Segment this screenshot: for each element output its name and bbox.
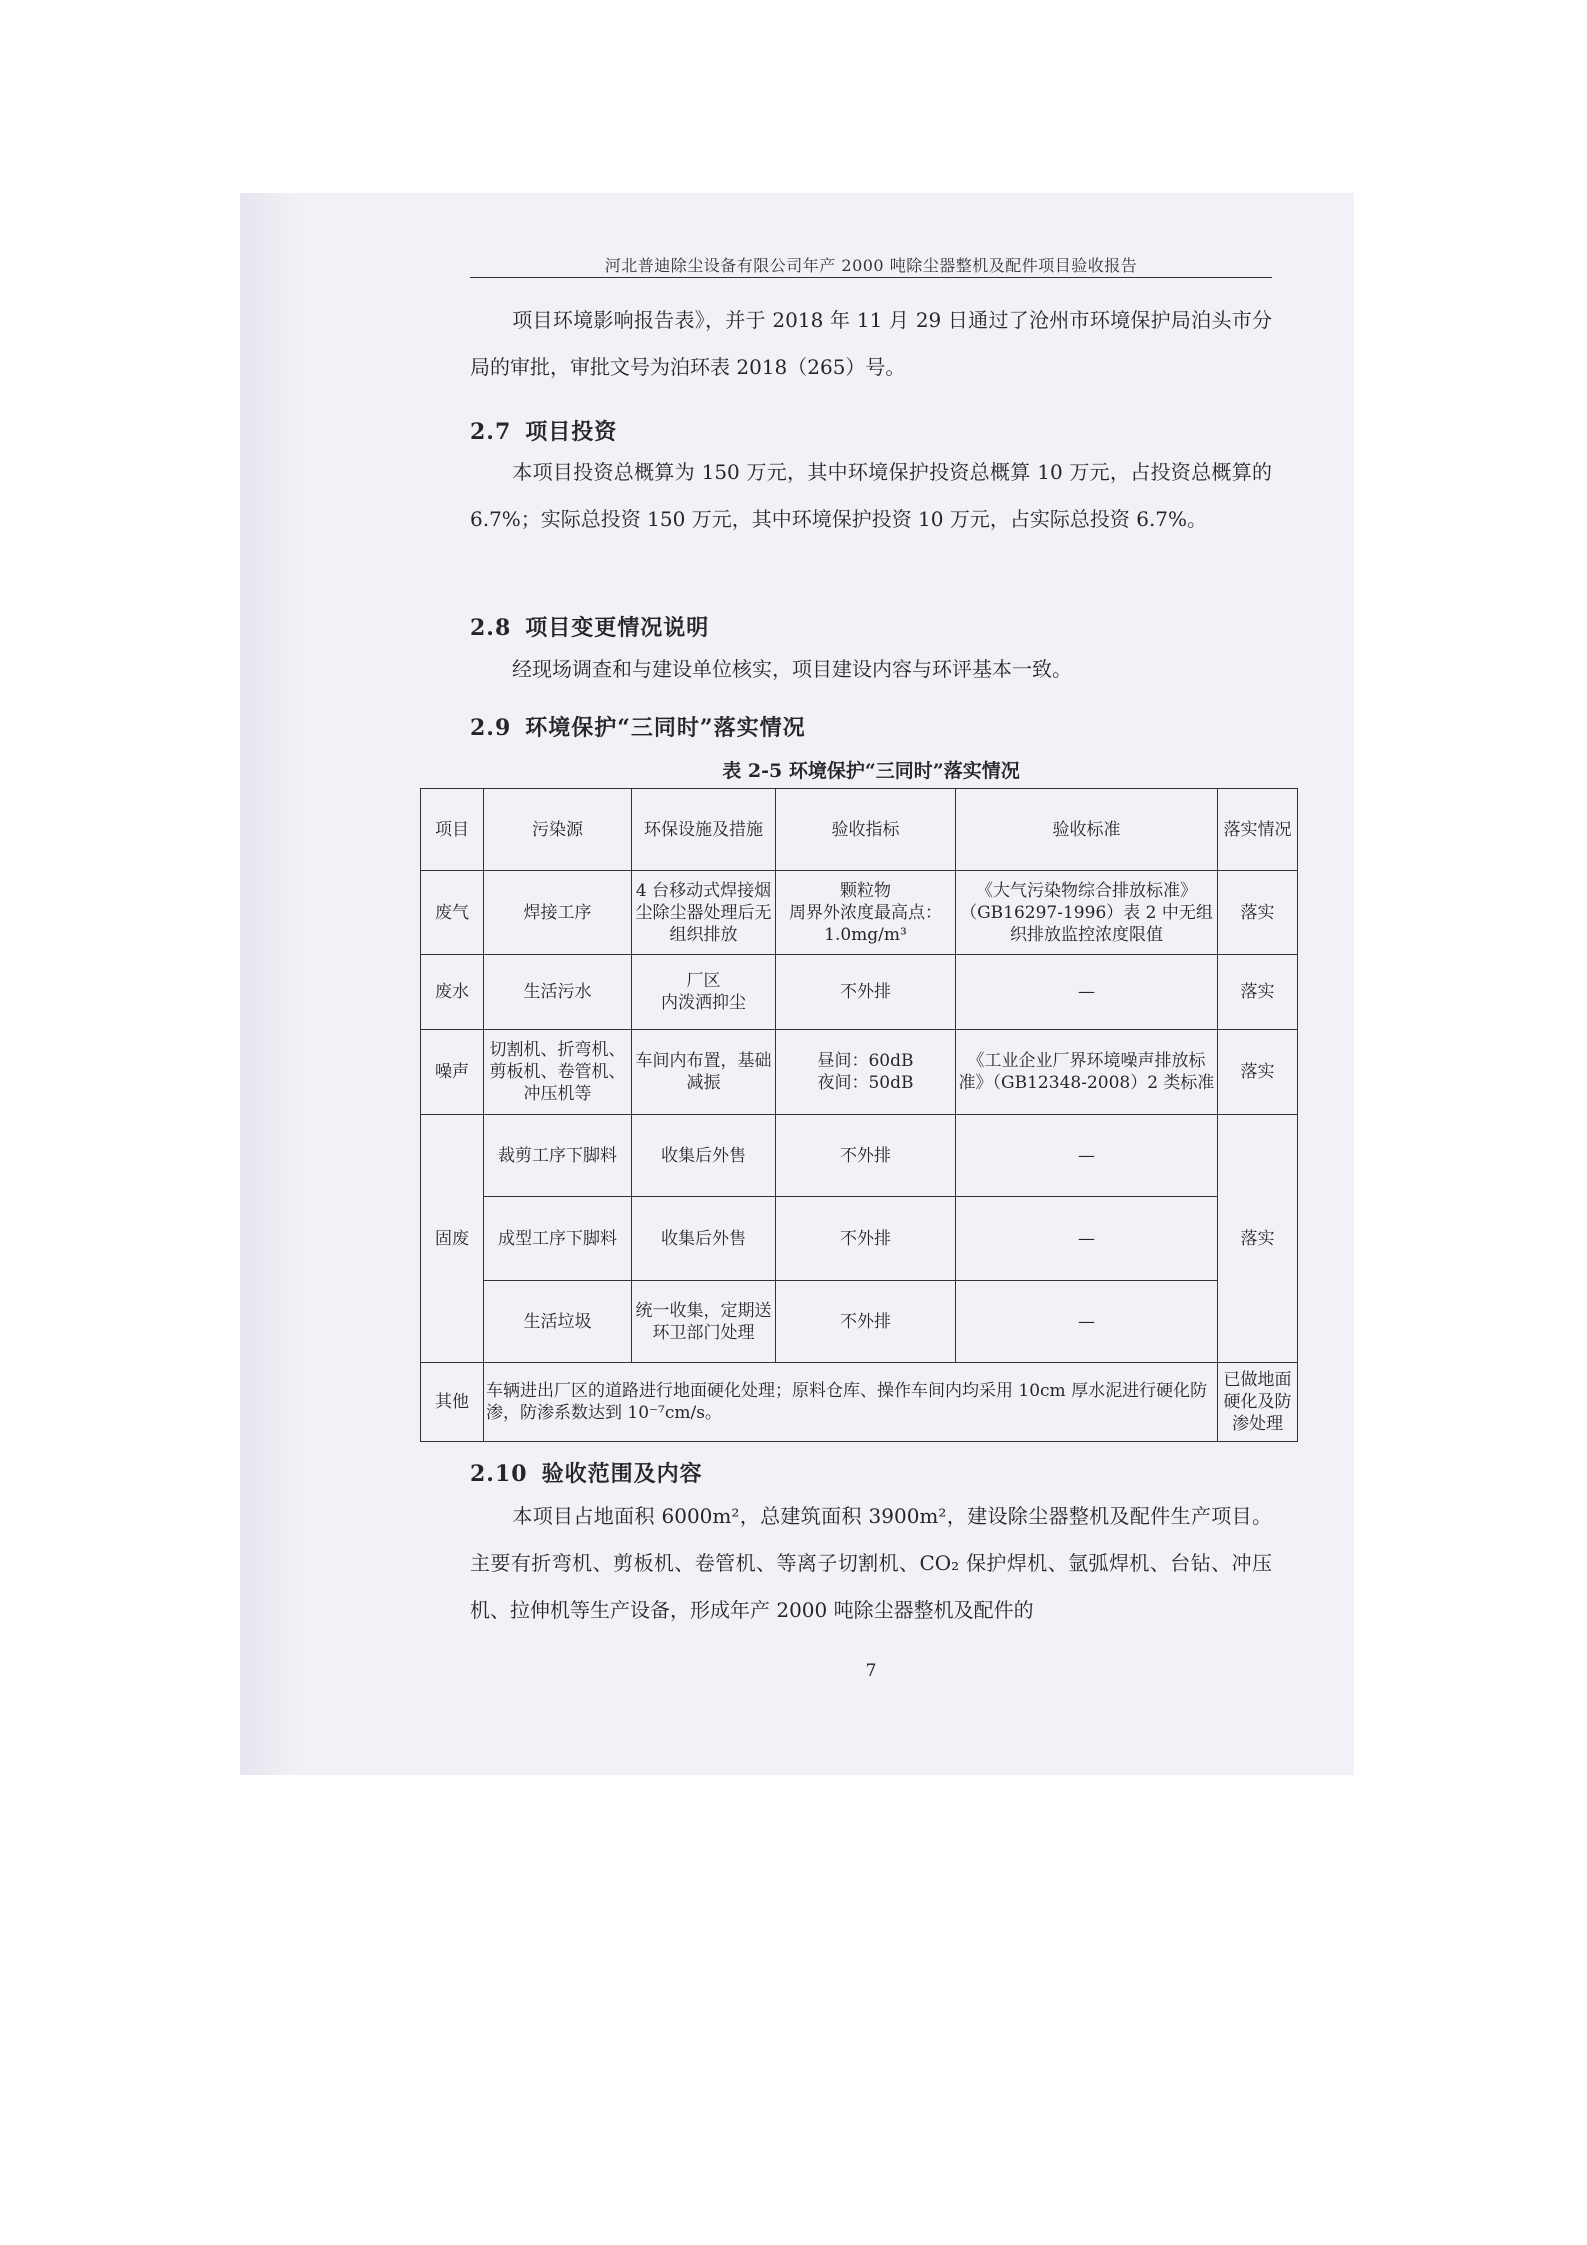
section-number: 2.10 <box>470 1461 528 1487</box>
header-rule <box>470 277 1272 278</box>
measure-cell: 4 台移动式焊接烟尘除尘器处理后无组织排放 <box>632 871 776 955</box>
section-2-10-heading <box>470 1457 703 1488</box>
table-row-solid-waste <box>421 1115 1298 1197</box>
running-header: 河北普迪除尘设备有限公司年产 2000 吨除尘器整机及配件项目验收报告 <box>604 256 1138 275</box>
section-2-9-heading <box>470 711 806 742</box>
header-cell: 环保设施及措施 <box>632 789 776 871</box>
measure-cell: 收集后外售 <box>632 1197 776 1281</box>
table-caption: 表 2-5 环境保护“三同时”落实情况 <box>722 760 1020 782</box>
section-2-7-paragraph <box>470 449 1272 543</box>
measure-cell: 收集后外售 <box>632 1115 776 1197</box>
table-row-waste-water <box>421 955 1298 1030</box>
indicator-cell: 不外排 <box>776 1281 956 1363</box>
section-2-10-paragraph <box>470 1493 1272 1634</box>
section-2-8-heading <box>470 611 709 642</box>
section-2-7-heading <box>470 415 617 446</box>
measure-cell: 车间内布置，基础减振 <box>632 1030 776 1115</box>
scanned-page <box>240 193 1354 1775</box>
status-cell: 落实 <box>1218 1030 1298 1115</box>
category-cell: 废气 <box>421 871 484 955</box>
scan-edge-shadow <box>240 193 302 1775</box>
section-title: 项目投资 <box>525 419 618 445</box>
paragraph-text: 经现场调查和与建设单位核实，项目建设内容与环评基本一致。 <box>512 657 1072 681</box>
standard-cell: — <box>956 1115 1218 1197</box>
intro-text: 项目环境影响报告表》，并于 2018 年 11 月 29 日通过了沧州市环境保护局泊头市分局的审批，审批文号为泊环表 2018（265）号。 <box>470 308 1272 379</box>
section-title: 验收范围及内容 <box>541 1461 703 1487</box>
source-cell: 裁剪工序下脚料 <box>484 1115 632 1197</box>
section-number: 2.9 <box>470 715 512 741</box>
table-row-noise <box>421 1030 1298 1115</box>
content-cell: 车辆进出厂区的道路进行地面硬化处理；原料仓库、操作车间内均采用 10cm 厚水泥进行硬化防渗，防渗系数达到 10⁻⁷cm/s。 <box>484 1363 1218 1442</box>
indicator-cell: 昼间：60dB 夜间：50dB <box>776 1030 956 1115</box>
header-cell: 验收标准 <box>956 789 1218 871</box>
header-cell: 项目 <box>421 789 484 871</box>
source-cell: 焊接工序 <box>484 871 632 955</box>
indicator-cell: 颗粒物 周界外浓度最高点：1.0mg/m³ <box>776 871 956 955</box>
category-cell: 固废 <box>421 1115 484 1363</box>
measure-cell: 厂区 内泼洒抑尘 <box>632 955 776 1030</box>
category-cell: 其他 <box>421 1363 484 1442</box>
intro-paragraph <box>470 297 1272 391</box>
indicator-cell: 不外排 <box>776 1197 956 1281</box>
source-cell: 成型工序下脚料 <box>484 1197 632 1281</box>
table-row-solid-waste <box>421 1281 1298 1363</box>
standard-cell: — <box>956 1197 1218 1281</box>
section-2-8-paragraph <box>470 646 1272 693</box>
measure-cell: 统一收集，定期送环卫部门处理 <box>632 1281 776 1363</box>
standard-cell: — <box>956 955 1218 1030</box>
table-row-waste-gas <box>421 871 1298 955</box>
header-cell: 验收指标 <box>776 789 956 871</box>
indicator-cell: 不外排 <box>776 955 956 1030</box>
page-number: 7 <box>865 1661 877 1681</box>
status-cell: 已做地面硬化及防渗处理 <box>1218 1363 1298 1442</box>
paragraph-text: 本项目投资总概算为 150 万元，其中环境保护投资总概算 10 万元，占投资总概算的 6.7%；实际总投资 150 万元，其中环境保护投资 10 万元，占实际总投资 6.7%。 <box>470 460 1272 531</box>
section-title: 环境保护“三同时”落实情况 <box>525 715 806 741</box>
section-number: 2.8 <box>470 615 512 641</box>
standard-cell: — <box>956 1281 1218 1363</box>
status-cell: 落实 <box>1218 1115 1298 1363</box>
paragraph-text: 本项目占地面积 6000m²，总建筑面积 3900m²，建设除尘器整机及配件生产项目。主要有折弯机、剪板机、卷管机、等离子切割机、CO₂ 保护焊机、氩弧焊机、台钻、冲压机、拉伸机等生产设备，形成年产 2000 吨除尘器整机及配件的 <box>470 1504 1272 1622</box>
table-row-solid-waste <box>421 1197 1298 1281</box>
header-cell: 污染源 <box>484 789 632 871</box>
table-header-row <box>421 789 1298 871</box>
section-number: 2.7 <box>470 419 512 445</box>
status-cell: 落实 <box>1218 871 1298 955</box>
status-cell: 落实 <box>1218 955 1298 1030</box>
category-cell: 废水 <box>421 955 484 1030</box>
standard-cell: 《工业企业厂界环境噪声排放标准》（GB12348-2008）2 类标准 <box>956 1030 1218 1115</box>
standard-cell: 《大气污染物综合排放标准》（GB16297-1996）表 2 中无组织排放监控浓度限值 <box>956 871 1218 955</box>
source-cell: 生活污水 <box>484 955 632 1030</box>
three-simultaneous-table <box>420 788 1298 1442</box>
category-cell: 噪声 <box>421 1030 484 1115</box>
indicator-cell: 不外排 <box>776 1115 956 1197</box>
header-cell: 落实情况 <box>1218 789 1298 871</box>
source-cell: 切割机、折弯机、剪板机、卷管机、冲压机等 <box>484 1030 632 1115</box>
table-row-other <box>421 1363 1298 1442</box>
source-cell: 生活垃圾 <box>484 1281 632 1363</box>
section-title: 项目变更情况说明 <box>525 615 710 641</box>
